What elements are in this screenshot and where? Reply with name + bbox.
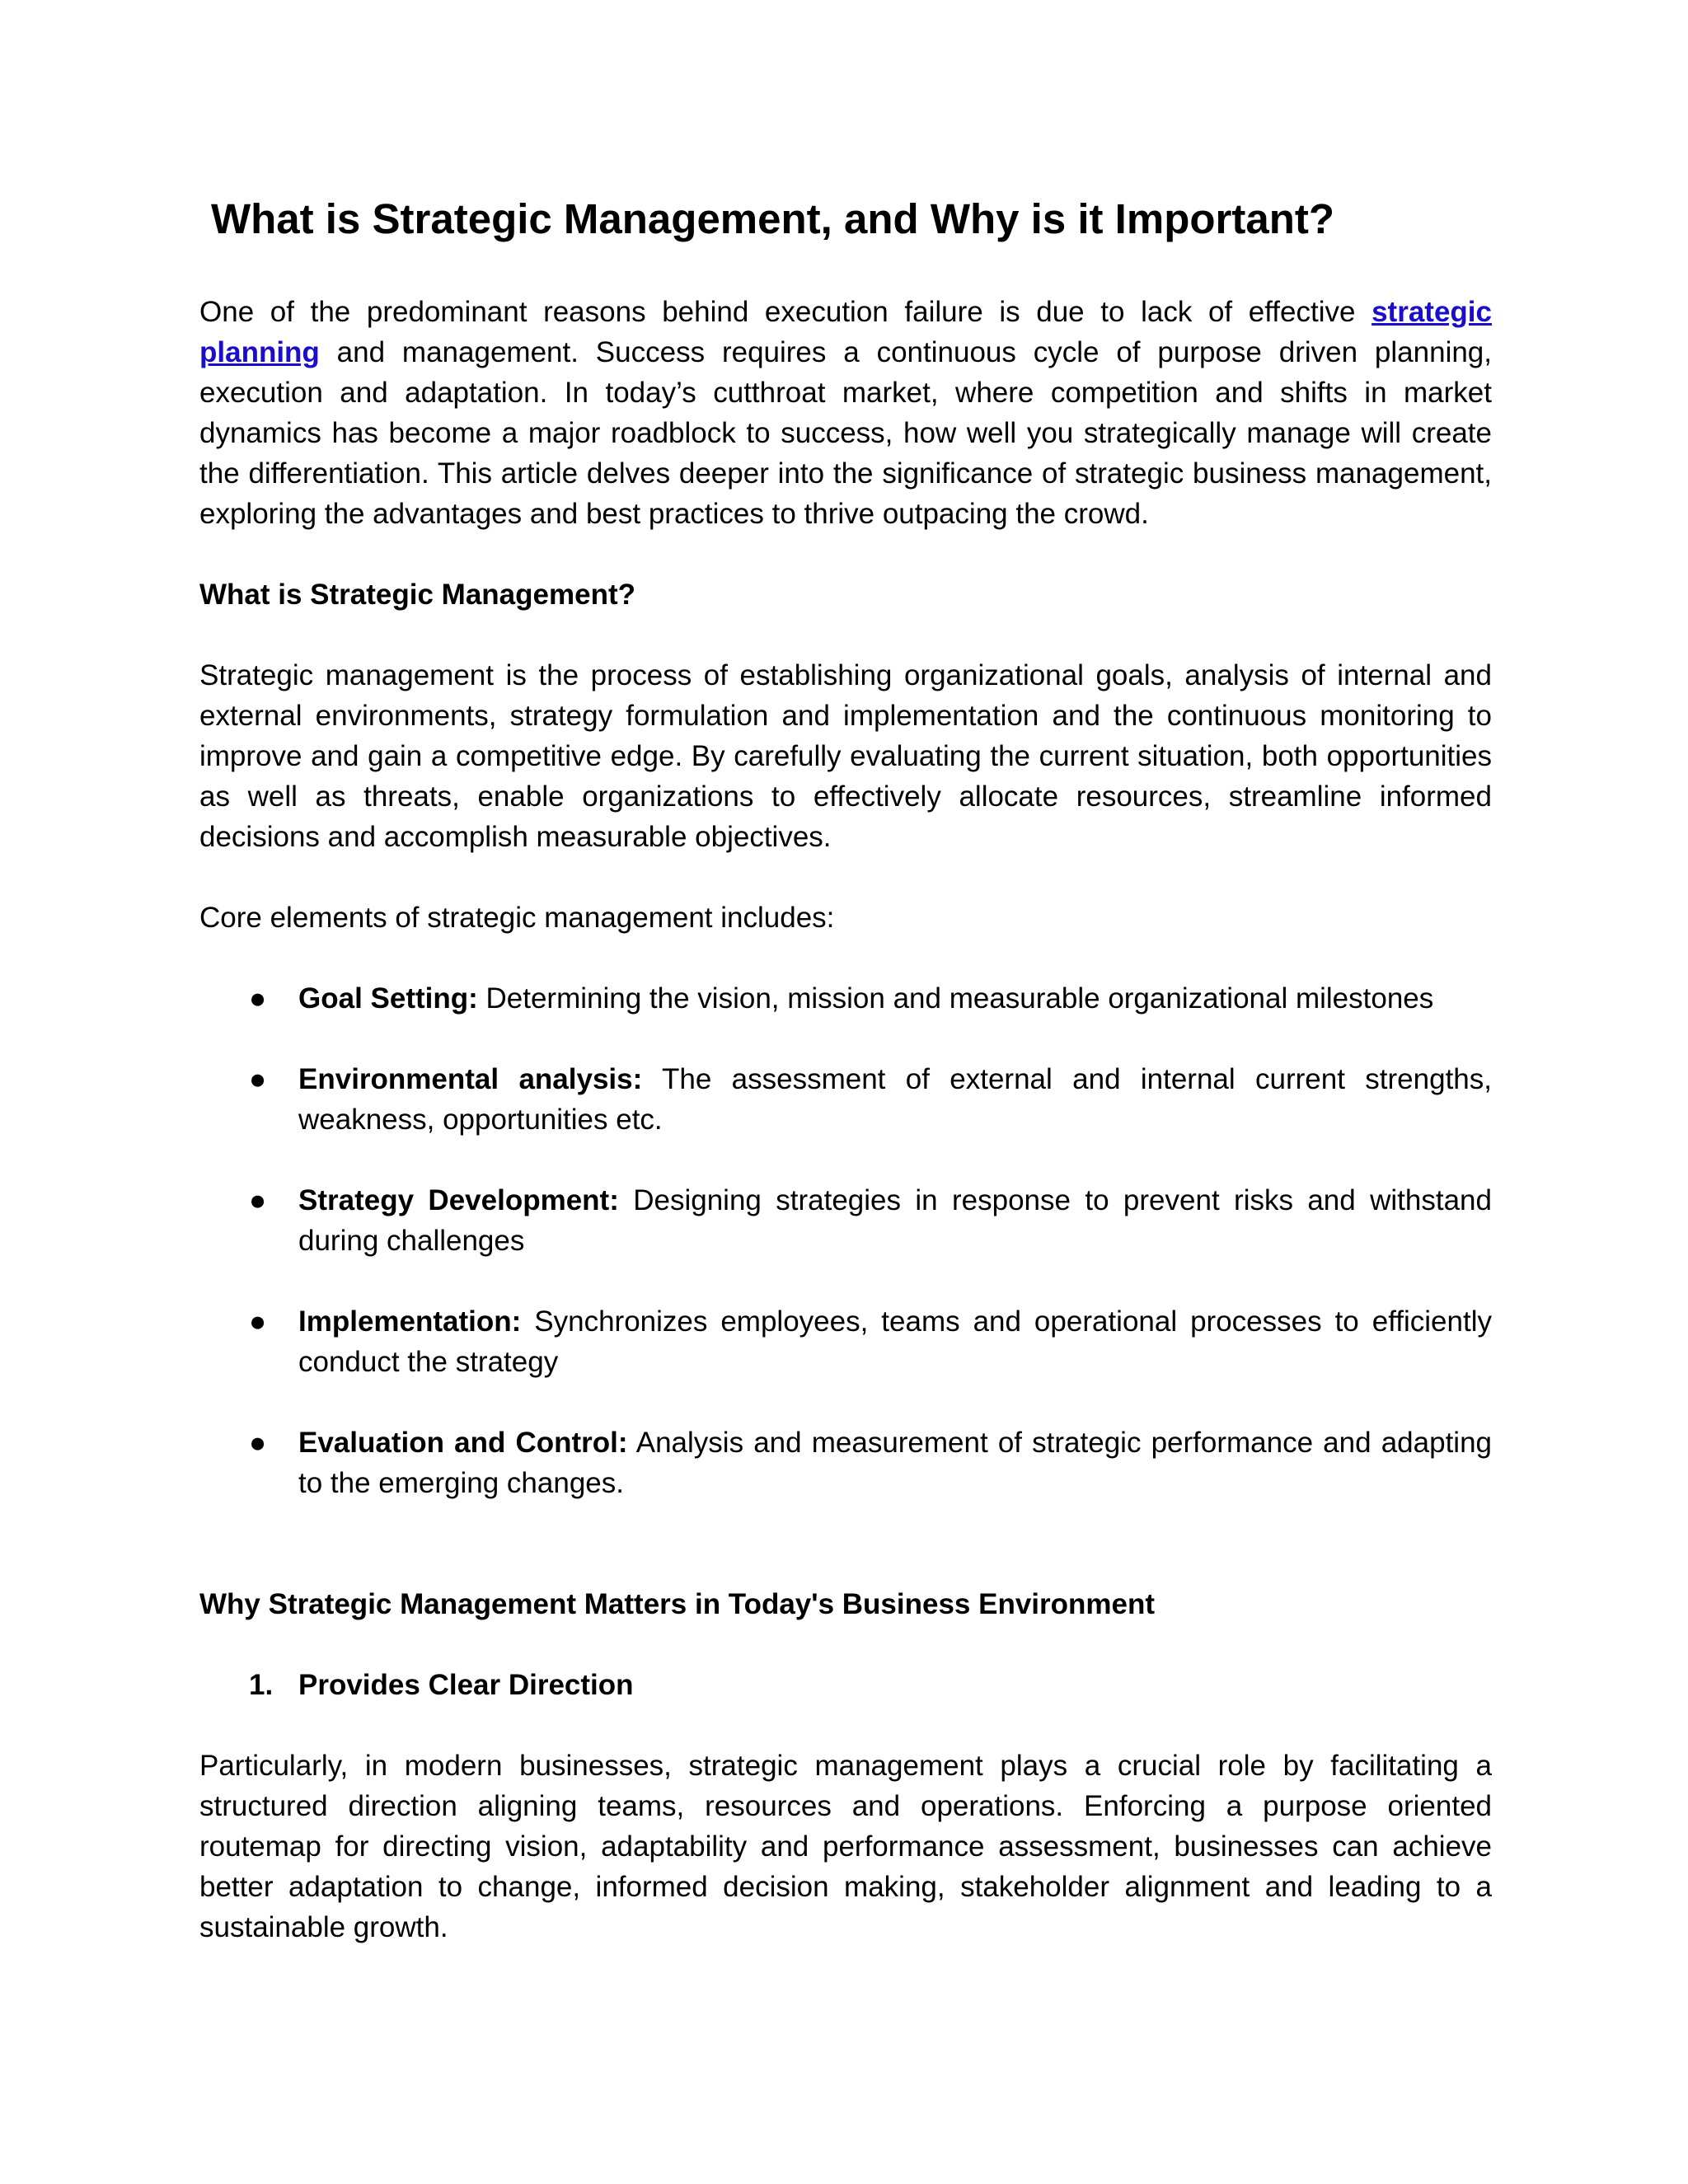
strategic-planning-link[interactable]: strategic planning (199, 296, 1492, 368)
core-elements-intro: Core elements of strategic management includes: (199, 902, 835, 934)
document-page (199, 194, 1492, 1988)
bullet-icon: ● (249, 1184, 267, 1216)
spacer (199, 1544, 1492, 1584)
item-text: Analysis and measurement of strategic performance and adapting to the emerging changes. (298, 1427, 1492, 1499)
item-text: Synchronizes employees, teams and operational processes to efficiently conduct the strategy (298, 1305, 1492, 1378)
bullet-icon: ● (249, 1063, 267, 1095)
core-elements-list (199, 978, 1492, 1503)
item-term: Strategy Development: (298, 1184, 619, 1216)
numbered-item (199, 1665, 1492, 1705)
intro-paragraph (199, 292, 1492, 534)
bullet-icon: ● (249, 982, 267, 1015)
section-heading-what-is: What is Strategic Management? (199, 579, 635, 611)
list-item (199, 1180, 1492, 1261)
list-item (199, 1422, 1492, 1503)
page-title: What is Strategic Management, and Why is it Important? (211, 195, 1334, 242)
list-item (199, 1059, 1492, 1140)
subheading-clear-direction: Provides Clear Direction (298, 1669, 634, 1701)
intro-text-before: One of the predominant reasons behind execution failure is due to lack of effective (199, 296, 1372, 328)
intro-text-after: and management. Success requires a continuous cycle of purpose driven planning, execution and adaptation. In today’s cutthroat market, where competition and shifts in market dynamics has become a major roadblock to success, how well you strategically manage will create the differentiation. This article delves deeper into the significance of strategic business management, exploring the advantages and best practices to thrive outpacing the crowd. (199, 336, 1492, 530)
item-term: Environmental analysis: (298, 1063, 643, 1095)
bullet-icon: ● (249, 1427, 267, 1459)
item-term: Implementation: (298, 1305, 522, 1338)
item-text: Designing strategies in response to prevent risks and withstand during challenges (298, 1184, 1492, 1257)
item-text: The assessment of external and internal current strengths, weakness, opportunities etc. (298, 1063, 1492, 1136)
numbered-list (199, 1665, 1492, 1705)
section-heading-why-matters: Why Strategic Management Matters in Today's Business Environment (199, 1588, 1156, 1620)
definition-paragraph: Strategic management is the process of establishing organizational goals, analysis of internal and external environments, strategy formulation and implementation and the continuous monitoring to improve and gain a competitive edge. By carefully evaluating the current situation, both opportunities as well as threats, enable organizations to effectively allocate resources, streamline informed decisions and accomplish measurable objectives. (199, 659, 1492, 853)
list-item (199, 978, 1492, 1019)
bullet-icon: ● (249, 1305, 267, 1338)
clear-direction-paragraph: Particularly, in modern businesses, strategic management plays a crucial role by facilitating a structured direction aligning teams, resources and operations. Enforcing a purpose oriented routemap for directing vision, adaptability and performance assessment, businesses can achieve better adaptation to change, informed decision making, stakeholder alignment and leading to a sustainable growth. (199, 1750, 1492, 1943)
item-term: Evaluation and Control: (298, 1427, 628, 1459)
item-text: Determining the vision, mission and measurable organizational milestones (477, 982, 1434, 1015)
item-term: Goal Setting: (298, 982, 478, 1015)
item-number: 1. (249, 1669, 274, 1701)
list-item (199, 1301, 1492, 1382)
